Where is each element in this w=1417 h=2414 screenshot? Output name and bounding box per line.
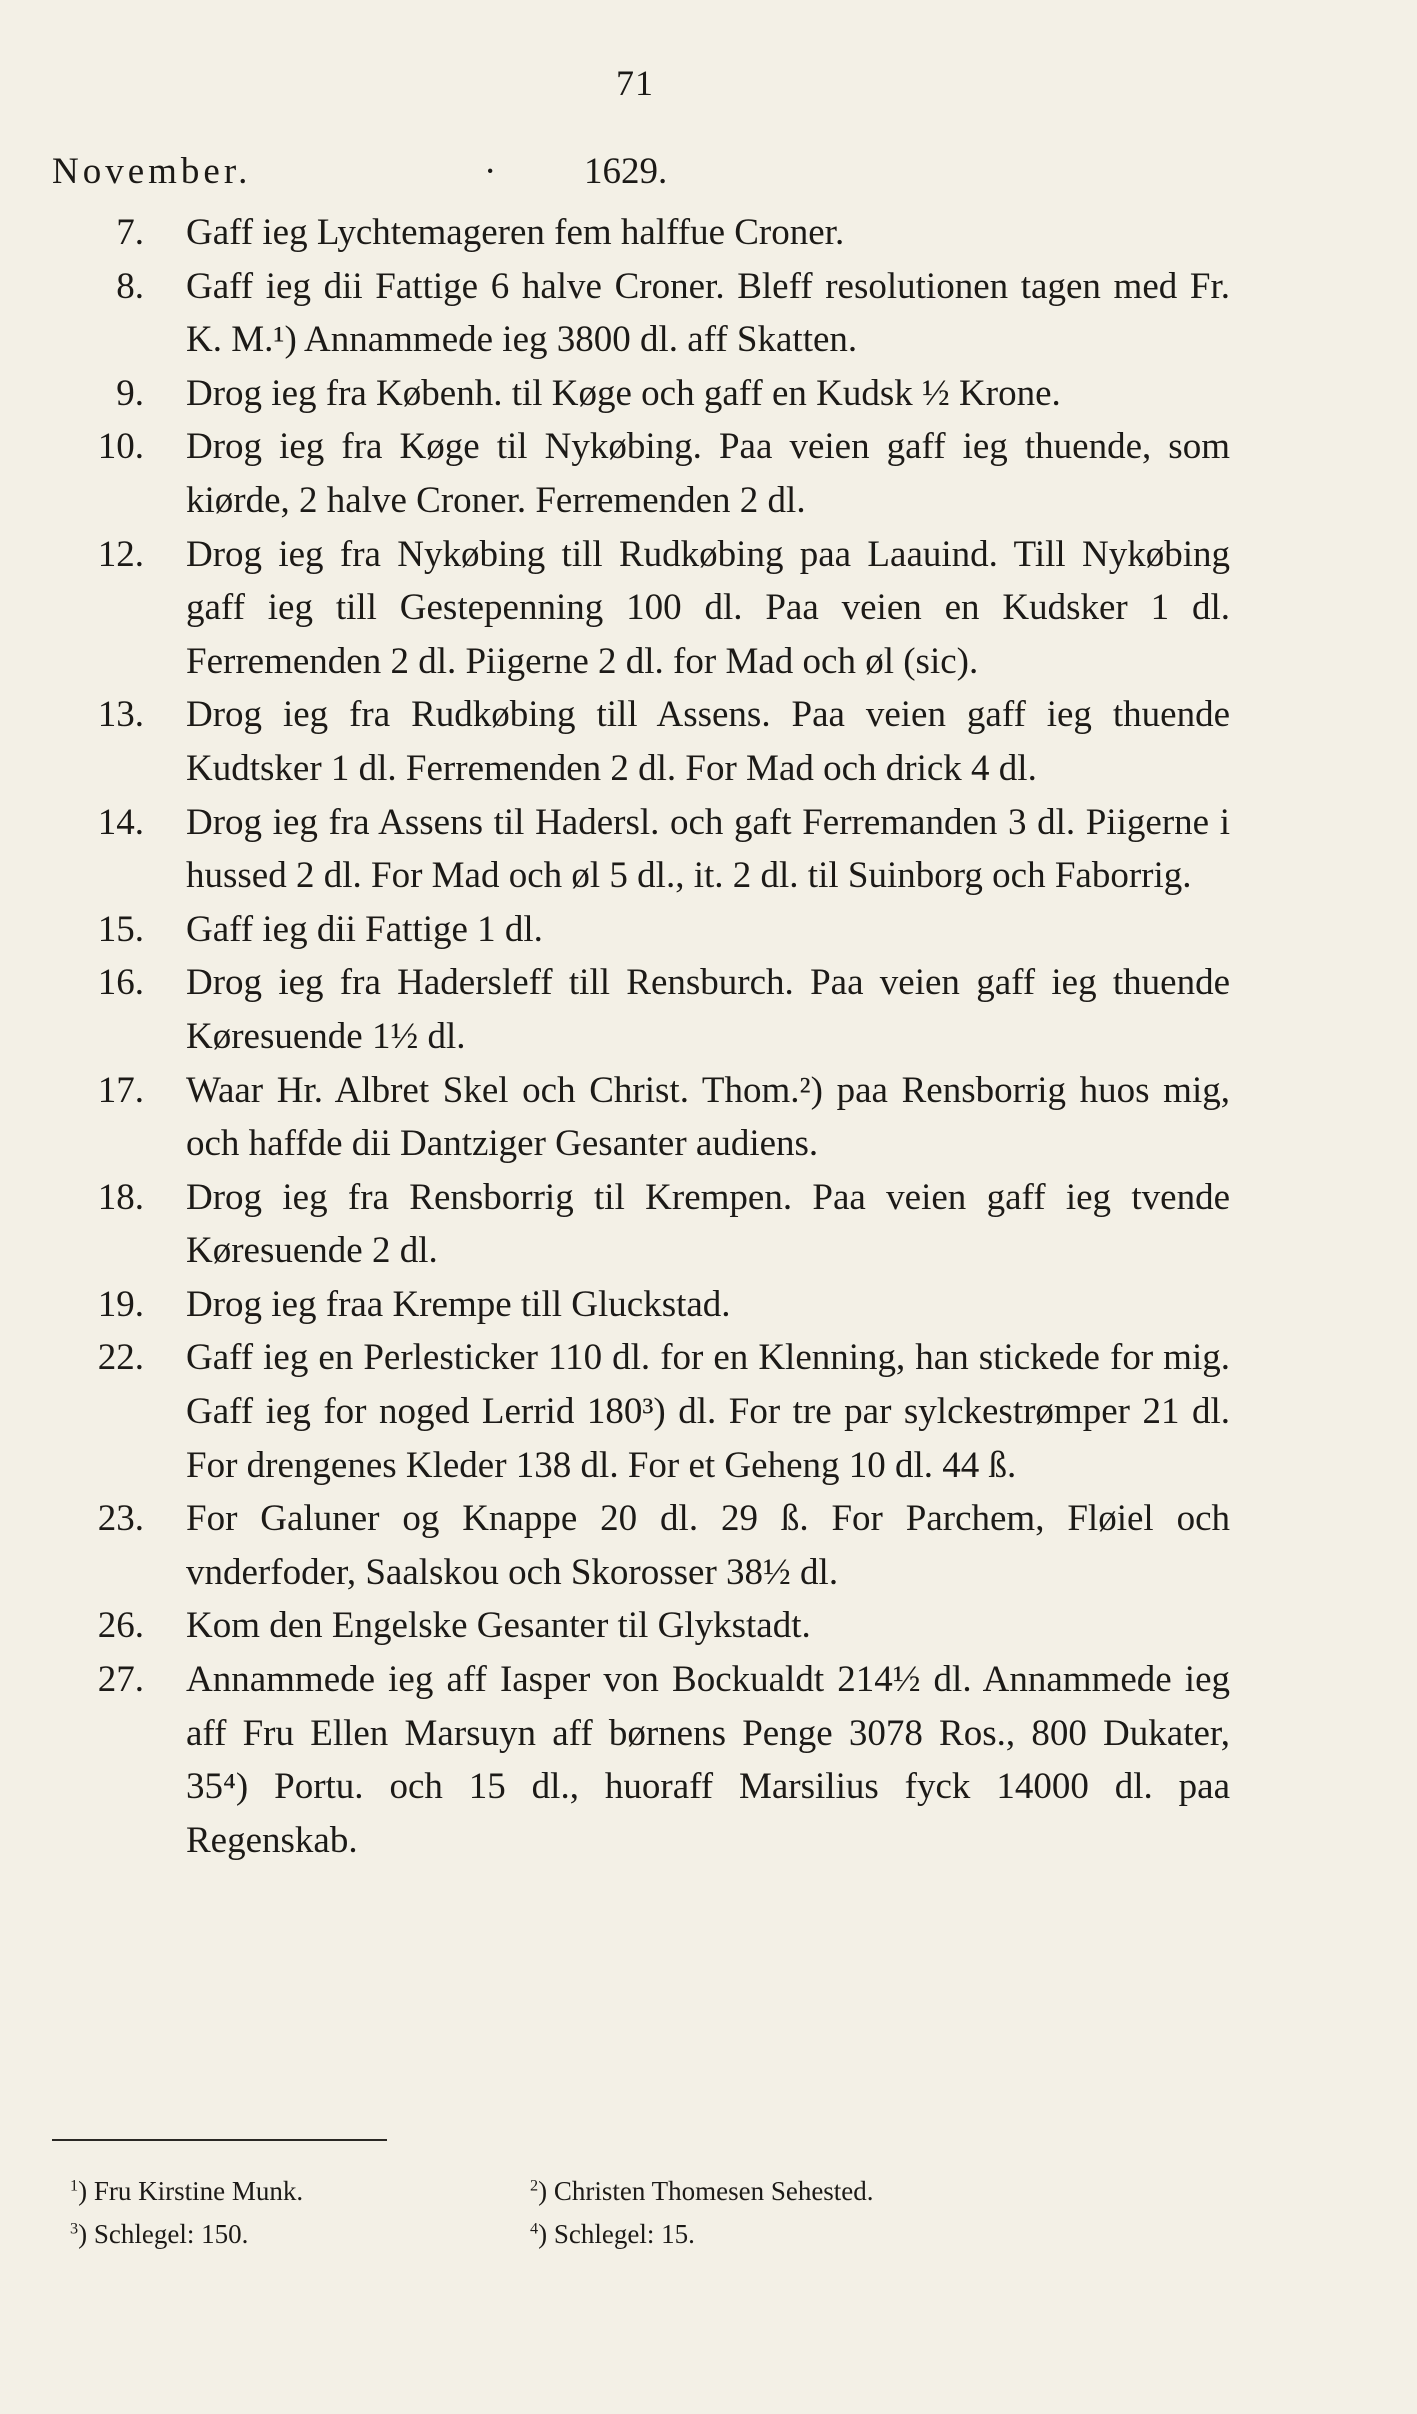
entry-day: 10. bbox=[97, 426, 144, 468]
entry-day: 22. bbox=[97, 1337, 144, 1379]
diary-entry bbox=[50, 956, 1230, 1063]
diary-entry bbox=[50, 528, 1230, 689]
footnotes bbox=[70, 2170, 1170, 2256]
section-heading bbox=[52, 150, 668, 193]
footnote-mark: 1 bbox=[70, 2176, 79, 2195]
footnote-mark: 2 bbox=[530, 2176, 539, 2195]
footnote: $^3$) Schlegel: 150. bbox=[70, 2219, 249, 2249]
diary-entry bbox=[50, 1653, 1230, 1867]
entry-text: Drog ieg fra Københ. til Køge och gaff en Kudsk ½ Krone. bbox=[186, 372, 1061, 414]
entry-day: 13. bbox=[97, 694, 144, 736]
entry-day: 16. bbox=[97, 962, 144, 1004]
footnote-divider bbox=[52, 2139, 387, 2141]
entry-day: 12. bbox=[97, 533, 144, 575]
entry-day: 18. bbox=[97, 1176, 144, 1218]
heading-year: 1629. bbox=[584, 151, 668, 192]
diary-entry bbox=[50, 1599, 1230, 1653]
entry-day: 8. bbox=[116, 265, 144, 307]
footnote: $^4$) Schlegel: 15. bbox=[530, 2219, 695, 2249]
entry-day: 19. bbox=[97, 1283, 144, 1325]
diary-entry bbox=[50, 903, 1230, 957]
footnote-text: Schlegel: 15. bbox=[553, 2219, 695, 2249]
heading-dot: · bbox=[484, 151, 497, 192]
entry-text: Drog ieg fra Rudkøbing till Assens. Paa veien gaff ieg thuende Kudtsker 1 dl. Ferremenden 2 dl. For Mad och drick 4 dl. bbox=[186, 694, 1230, 789]
entry-text: Gaff ieg dii Fattige 6 halve Croner. Bleff resolutionen tagen med Fr. K. M.¹) Annammede ieg 3800 dl. aff Skatten. bbox=[186, 265, 1230, 361]
footnote-mark: 4 bbox=[530, 2219, 539, 2238]
entry-day: 26. bbox=[97, 1605, 144, 1647]
entry-text: Drog ieg fra Assens til Hadersl. och gaft Ferremanden 3 dl. Piigerne i hussed 2 dl. For Mad och øl 5 dl., it. 2 dl. til Suinborg och Faborrig. bbox=[186, 801, 1230, 897]
entry-text: Drog ieg fra Hadersleff till Rensburch. Paa veien gaff ieg thuende Køresuende 1½ dl. bbox=[186, 962, 1230, 1057]
diary-entry bbox=[50, 1278, 1230, 1332]
footnote: $^1$) Fru Kirstine Munk. bbox=[70, 2176, 304, 2206]
entry-text: Drog ieg fra Rensborrig til Krempen. Paa veien gaff ieg tvende Køresuende 2 dl. bbox=[186, 1176, 1230, 1272]
heading-month: November. bbox=[52, 151, 252, 192]
footnote: $^2$) Christen Thomesen Sehested. bbox=[530, 2176, 874, 2206]
entry-text: For Galuner og Knappe 20 dl. 29 ß. For Parchem, Fløiel och vnderfoder, Saalskou och Skorosser 38½ dl. bbox=[186, 1498, 1230, 1593]
entry-text: Gaff ieg en Perlesticker 110 dl. for en Klenning, han stickede for mig. Gaff ieg for noged Lerrid 180³) dl. For tre par sylckestrømper 21 dl. For drengenes Kleder 138 dl. For et Geheng 10 dl. 44 ß. bbox=[186, 1337, 1230, 1486]
entry-day: 23. bbox=[97, 1498, 144, 1540]
diary-entry bbox=[50, 260, 1230, 367]
footnote-text: Christen Thomesen Sehested. bbox=[553, 2176, 874, 2206]
diary-entry bbox=[50, 1492, 1230, 1599]
diary-entry bbox=[50, 367, 1230, 421]
entry-day: 9. bbox=[116, 372, 144, 414]
entry-day: 14. bbox=[97, 801, 144, 843]
entry-text: Annammede ieg aff Iasper von Bockualdt 214½ dl. Annammede ieg aff Fru Ellen Marsuyn aff børnens Penge 3078 Ros., 800 Dukater, 35⁴) Portu. och 15 dl., huoraff Marsilius fyck 14000 dl. paa Regenskab. bbox=[186, 1659, 1230, 1861]
footnote-text: Fru Kirstine Munk. bbox=[93, 2176, 304, 2206]
diary-entry bbox=[50, 1331, 1230, 1492]
entry-day: 15. bbox=[97, 908, 144, 950]
entry-day: 7. bbox=[116, 212, 144, 253]
diary-entry bbox=[50, 688, 1230, 795]
entry-text: Gaff ieg dii Fattige 1 dl. bbox=[186, 908, 543, 950]
entry-day: 27. bbox=[97, 1659, 144, 1701]
diary-entry bbox=[50, 796, 1230, 903]
entry-text: Drog ieg fra Nykøbing till Rudkøbing paa Laauind. Till Nykøbing gaff ieg till Gestepenning 100 dl. Paa veien en Kudsker 1 dl. Ferremenden 2 dl. Piigerne 2 dl. for Mad och øl (sic). bbox=[186, 533, 1230, 682]
footnote-mark: 3 bbox=[70, 2219, 79, 2238]
page-number: 71 bbox=[616, 63, 654, 103]
diary-entry bbox=[50, 1064, 1230, 1171]
entry-text: Kom den Engelske Gesanter til Glykstadt. bbox=[186, 1605, 811, 1647]
entry-text: Drog ieg fraa Krempe till Gluckstad. bbox=[186, 1283, 731, 1325]
diary-entry bbox=[50, 420, 1230, 527]
diary-entry bbox=[50, 1171, 1230, 1278]
entry-text: Gaff ieg Lychtemageren fem halffue Croner. bbox=[186, 212, 845, 253]
footnote-text: Schlegel: 150. bbox=[93, 2219, 249, 2249]
diary-entry bbox=[50, 206, 1230, 260]
entry-day: 17. bbox=[97, 1069, 144, 1111]
entry-text: Waar Hr. Albret Skel och Christ. Thom.²) paa Rensborrig huos mig, och haffde dii Dantziger Gesanter audiens. bbox=[186, 1069, 1230, 1165]
diary-entries bbox=[50, 206, 1230, 1867]
entry-text: Drog ieg fra Køge til Nykøbing. Paa veien gaff ieg thuende, som kiørde, 2 halve Croner. Ferremenden 2 dl. bbox=[186, 426, 1230, 521]
